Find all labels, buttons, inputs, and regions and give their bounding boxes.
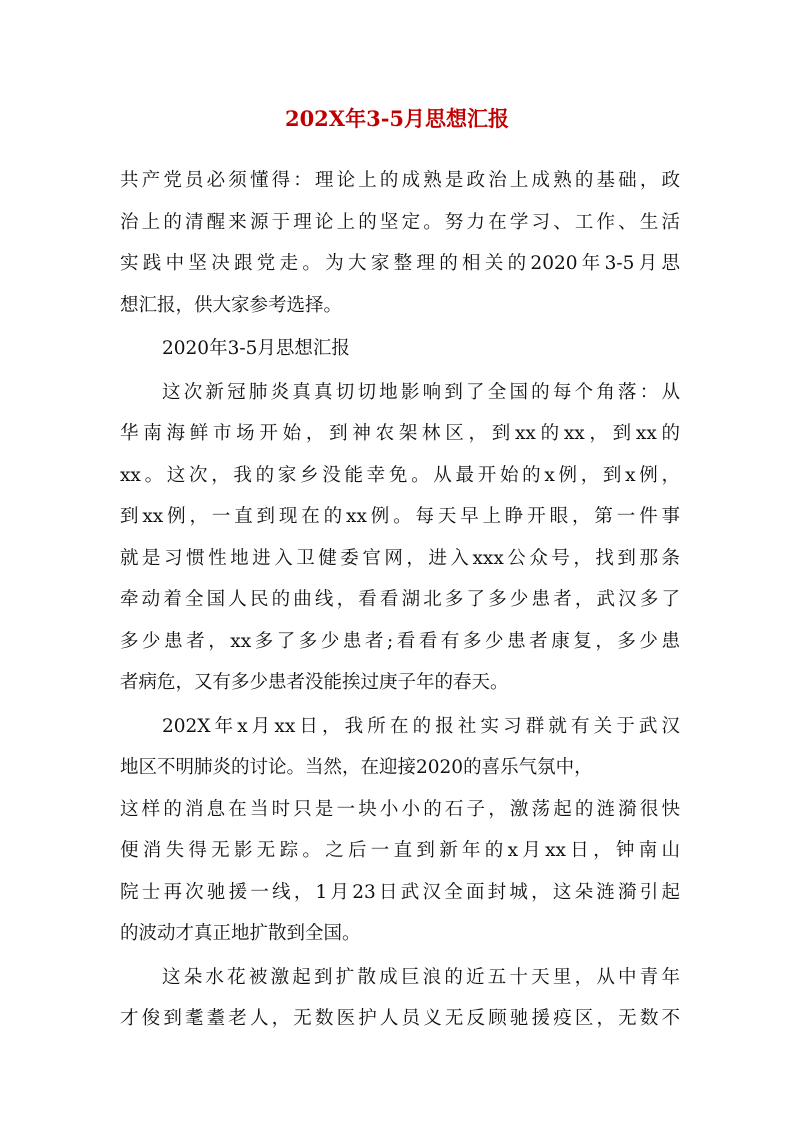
text-line: 这样的消息在当时只是一块小小的石子，激荡起的涟漪很快 xyxy=(120,798,680,820)
paragraph-epidemic-impact xyxy=(120,372,680,704)
paragraph-early-news xyxy=(120,706,680,955)
text-line: 地区不明肺炎的讨论。当然，在迎接2020的喜乐气氛中， xyxy=(120,757,593,778)
text-line: 便消失得无影无踪。之后一直到新年的x月xx日，钟南山 xyxy=(120,840,680,861)
text-line: 2020年3-5月思想汇报 xyxy=(162,338,350,359)
text-line: xx。这次，我的家乡没能幸免。从最开始的x例，到x例， xyxy=(120,464,680,486)
text-line: 牵动着全国人民的曲线，看看湖北多了多少患者，武汉多了 xyxy=(120,589,680,610)
document-title: 202X年3-5月思想汇报 xyxy=(284,106,510,131)
text-line: 共产党员必须懂得：理论上的成熟是政治上成熟的基础，政 xyxy=(120,170,680,191)
paragraph-subheading xyxy=(120,328,680,370)
text-line: 院士再次驰援一线，1月23日武汉全面封城，这朵涟漪引起 xyxy=(120,881,680,903)
text-line: 202X年x月xx日，我所在的报社实习群就有关于武汉 xyxy=(162,715,680,737)
text-line: 者病危，又有多少患者没能挨过庚子年的春天。 xyxy=(120,672,509,693)
paragraph-fifty-days xyxy=(120,957,680,1040)
text-line: 华南海鲜市场开始，到神农架林区，到xx的xx，到xx的 xyxy=(120,423,680,444)
text-line: 治上的清醒来源于理论上的坚定。努力在学习、工作、生活 xyxy=(120,211,680,233)
text-line: 这次新冠肺炎真真切切地影响到了全国的每个角落：从 xyxy=(162,381,680,403)
text-line: 想汇报，供大家参考选择。 xyxy=(120,294,343,316)
paragraph-intro xyxy=(120,160,680,326)
text-line: 多少患者，xx多了多少患者;看看有多少患者康复，多少患 xyxy=(120,630,680,652)
text-line: 这朵水花被激起到扩散成巨浪的近五十天里，从中青年 xyxy=(162,966,680,988)
text-line: 实践中坚决跟党走。为大家整理的相关的2020年3-5月思 xyxy=(120,253,680,274)
document-body xyxy=(120,160,680,1042)
text-line: 就是习惯性地进入卫健委官网，进入xxx公众号，找到那条 xyxy=(120,547,680,569)
text-line: 的波动才真正地扩散到全国。 xyxy=(120,923,361,944)
text-line: 才俊到耄耋老人，无数医护人员义无反顾驰援疫区，无数不 xyxy=(120,1008,680,1029)
text-line: 到xx例，一直到现在的xx例。每天早上睁开眼，第一件事 xyxy=(120,506,680,527)
